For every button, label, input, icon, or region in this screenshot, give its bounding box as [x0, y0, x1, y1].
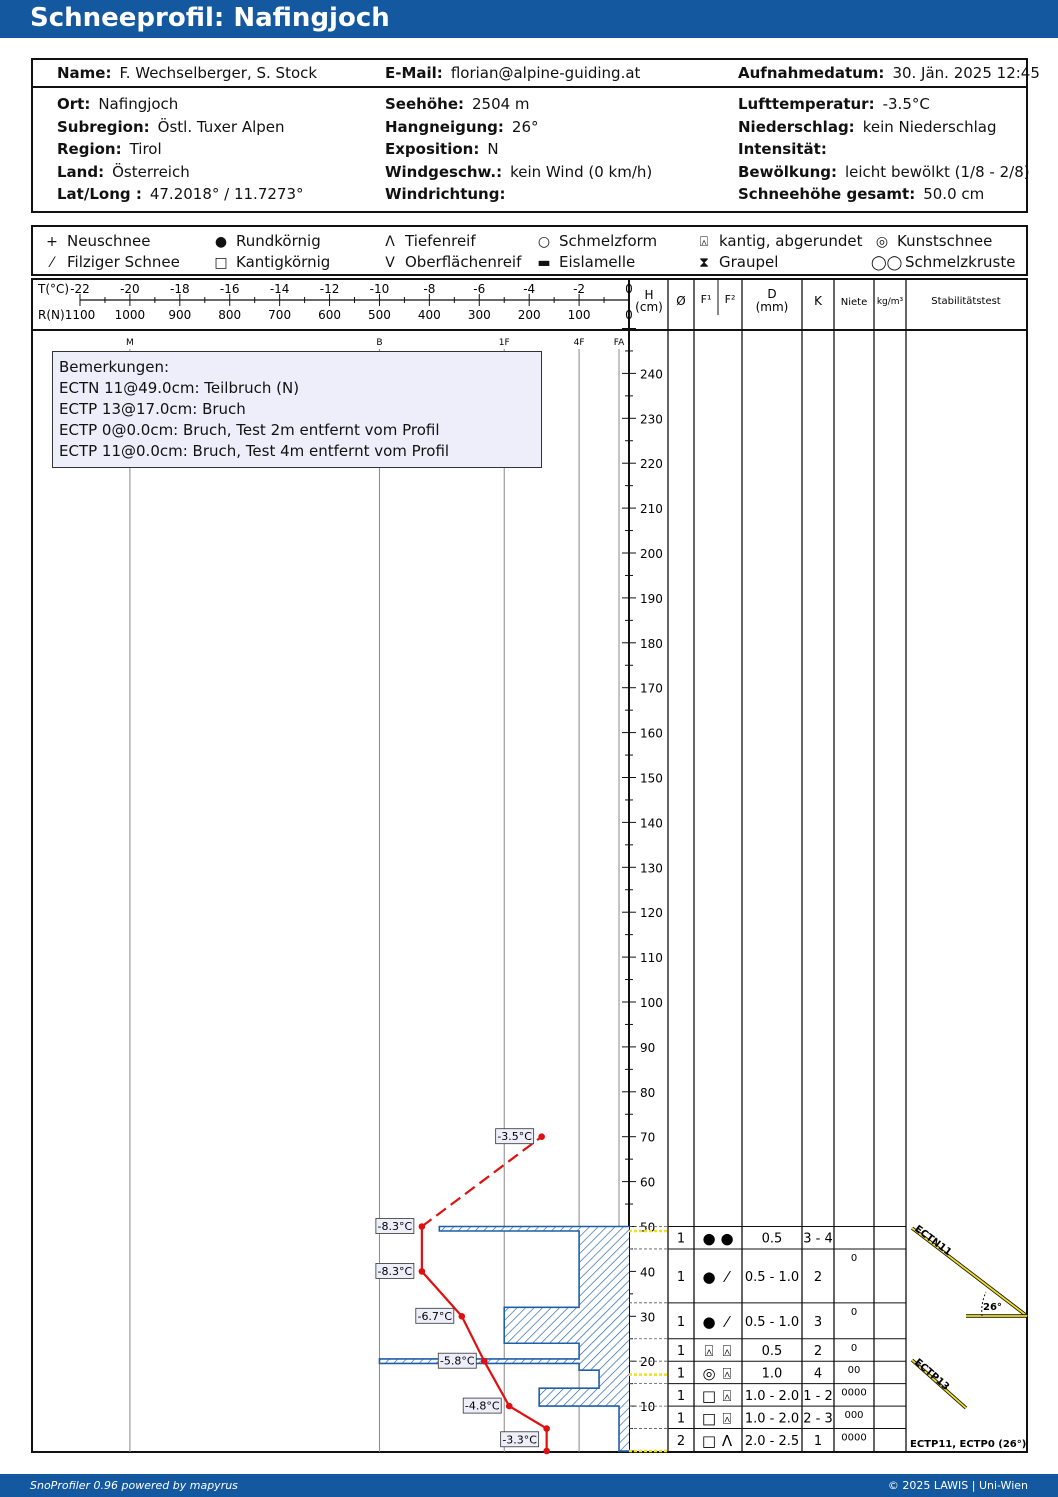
temp-tick-label: 0: [625, 282, 633, 296]
resistance-tick-label: 500: [368, 308, 391, 322]
temp-axis-label: T(°C): [38, 282, 70, 296]
footer-left: SnoProfiler 0.96 powered by mapyrus: [30, 1479, 238, 1492]
remark-line: ECTP 11@0.0cm: Bruch, Test 4m entfernt vom Profil: [59, 442, 450, 460]
layer-grain-primary: ⍓: [704, 1341, 714, 1360]
resistance-axis-label: R(N): [38, 308, 65, 322]
graupel-icon: ⧗: [699, 255, 709, 271]
temp-tick-label: -18: [170, 282, 190, 296]
temp-tick-label: -14: [269, 282, 290, 296]
hand-hardness-label: 4F: [573, 338, 585, 348]
layer-niete: 000: [844, 1410, 864, 1422]
layer-hardness: 1 - 2: [803, 1388, 833, 1404]
layer-hardness: 3: [813, 1314, 823, 1330]
resistance-tick-label: 800: [218, 308, 242, 322]
height-tick-label: 70: [640, 1130, 656, 1145]
subregion-field: Subregion: Östl. Tuxer Alpen: [57, 118, 285, 136]
temperature-label: -3.5°C: [497, 1130, 532, 1144]
remarks-title: Bemerkungen:: [59, 358, 170, 376]
layer-hardness: 4: [813, 1366, 823, 1382]
surface-hoar-icon: V: [385, 255, 395, 271]
d-header: D: [767, 287, 777, 301]
legend-item: □ Kantigkörnig: [210, 253, 330, 271]
height-tick-label: 210: [640, 502, 663, 517]
hangneigung-field: Hangneigung: 26°: [385, 118, 539, 136]
ort-field: Ort: Nafingjoch: [57, 95, 179, 113]
air-temperature-line: [422, 1137, 542, 1227]
temp-tick-label: -6: [473, 282, 486, 296]
exposition-field: Exposition: N: [385, 140, 499, 158]
layer-hardness: 2: [813, 1269, 823, 1285]
hardness-bar: [504, 1307, 629, 1343]
height-tick-label: 160: [640, 726, 663, 741]
layer-grain-size: 2.0 - 2.5: [744, 1433, 800, 1449]
remarks-box: [52, 351, 542, 468]
melt-crust-icon: ◯◯: [871, 255, 903, 271]
temp-tick-label: -8: [423, 282, 436, 296]
hand-hardness-label: FA: [613, 338, 625, 348]
layer-grain-size: 1.0 - 2.0: [744, 1411, 800, 1427]
layer-grain-size: 0.5 - 1.0: [744, 1269, 800, 1285]
resistance-tick-label: 1000: [114, 308, 146, 322]
height-tick-label: 100: [640, 996, 663, 1010]
remark-line: ECTP 0@0.0cm: Bruch, Test 2m entfernt vom Profil: [59, 421, 440, 439]
f1-header: F¹: [700, 293, 712, 306]
layer-grain-secondary: ⍓: [722, 1386, 732, 1405]
layer-niete: 0: [850, 1342, 858, 1354]
height-tick-label: 80: [640, 1085, 656, 1100]
layer-moisture: 1: [676, 1388, 686, 1404]
slope-angle-label: 26°: [983, 1302, 1002, 1313]
layer-grain-secondary: ⁄: [725, 1267, 729, 1286]
stability-test-label: ECTP11, ECTP0 (26°): [910, 1439, 1027, 1450]
d-unit: (mm): [755, 300, 789, 314]
legend-item: V Oberflächenreif: [379, 253, 521, 271]
temp-tick-label: -10: [369, 282, 390, 296]
land-field: Land: Österreich: [57, 163, 190, 181]
height-tick-label: 120: [640, 906, 663, 921]
height-tick-label: 110: [640, 951, 663, 966]
layer-grain-secondary: ⍓: [722, 1341, 732, 1360]
height-tick-label: 230: [640, 412, 663, 427]
layer-grain-size: 0.5: [761, 1231, 783, 1247]
temp-tick-label: -16: [219, 282, 240, 296]
layer-grain-primary: ●: [702, 1229, 716, 1248]
layer-grain-primary: ◎: [702, 1364, 716, 1383]
height-tick-label: 10: [640, 1400, 656, 1415]
stability-test-label: ECTP13: [912, 1356, 952, 1393]
temperature-label: -6.7°C: [417, 1309, 453, 1323]
layer-grain-size: 0.5: [761, 1343, 783, 1359]
layer-grain-secondary: Λ: [721, 1431, 733, 1450]
height-tick-label: 60: [640, 1175, 656, 1190]
temperature-point: [543, 1448, 550, 1455]
hardness-bar: [539, 1388, 629, 1406]
resistance-tick-label: 100: [567, 308, 591, 322]
density-header: kg/m³: [876, 297, 904, 307]
height-tick-label: 140: [640, 816, 663, 831]
temperature-point: [419, 1268, 426, 1275]
layer-grain-primary: □: [701, 1386, 717, 1405]
height-tick-label: 220: [640, 457, 663, 472]
region-field: Region: Tirol: [57, 140, 162, 158]
faceted-rounded-icon: ⍓: [699, 234, 709, 250]
hand-hardness-label: B: [376, 338, 383, 348]
temp-tick-label: -22: [70, 282, 90, 296]
layer-niete: 0: [850, 1306, 858, 1318]
temperature-point: [538, 1133, 545, 1140]
niederschlag-field: Niederschlag: kein Niederschlag: [738, 118, 997, 136]
hardness-bar: [579, 1231, 629, 1307]
email-field: E-Mail: florian@alpine-guiding.at: [385, 64, 641, 82]
legend-item: ⍓ kantig, abgerundet: [693, 232, 863, 250]
temp-tick-label: -4: [523, 282, 536, 296]
height-tick-label: 20: [640, 1355, 656, 1370]
legend-item: ● Rundkörnig: [210, 232, 321, 250]
lufttemp-field: Lufttemperatur: -3.5°C: [738, 95, 930, 113]
rounded-grains-icon: ●: [214, 234, 228, 250]
temperature-point: [459, 1313, 466, 1320]
machine-snow-icon: ◎: [875, 234, 889, 250]
resistance-tick-label: 1100: [64, 308, 96, 322]
ice-lens-icon: ▬: [537, 255, 551, 271]
temp-tick-label: -2: [573, 282, 586, 296]
schneehoehe-field: Schneehöhe gesamt: 50.0 cm: [738, 185, 985, 203]
height-tick-label: 200: [640, 547, 663, 561]
stability-header: Stabilitätstest: [931, 296, 1001, 307]
layer-grain-secondary: ●: [720, 1229, 734, 1248]
layer-moisture: 1: [676, 1314, 686, 1330]
layer-grain-primary: ●: [702, 1267, 716, 1286]
hardness-bar: [599, 1370, 629, 1388]
layer-grain-secondary: ⁄: [725, 1312, 729, 1331]
legend-item: + Neuschnee: [41, 232, 151, 250]
footer: [0, 1474, 1058, 1497]
name-field: Name: F. Wechselberger, S. Stock: [57, 64, 318, 82]
layer-hardness: 2: [813, 1343, 823, 1359]
legend-item: Λ Tiefenreif: [379, 232, 476, 250]
temperature-label: -8.3°C: [377, 1220, 413, 1233]
layer-moisture: 1: [676, 1411, 686, 1427]
temperature-point: [481, 1358, 488, 1365]
height-header: H: [644, 288, 654, 302]
moisture-header: Ø: [676, 294, 686, 308]
layer-grain-size: 1.0 - 2.0: [744, 1388, 800, 1404]
page-title: Schneeprofil: Nafingjoch: [30, 3, 390, 33]
height-tick-label: 190: [640, 591, 663, 606]
layer-moisture: 1: [676, 1366, 686, 1382]
date-field: Aufnahmedatum: 30. Jän. 2025 12:45: [738, 64, 1040, 82]
layer-hardness: 3 - 4: [803, 1231, 833, 1247]
layer-moisture: 2: [676, 1433, 686, 1449]
resistance-tick-label: 400: [417, 308, 441, 322]
footer-right: © 2025 LAWIS | Uni-Wien: [887, 1479, 1028, 1492]
niete-header: Niete: [840, 297, 868, 308]
hand-hardness-label: 1F: [498, 338, 510, 348]
legend-item: ⁄ Filziger Schnee: [41, 253, 180, 271]
legend-item: ⧗ Graupel: [693, 253, 778, 271]
legend-item: ◎ Kunstschnee: [871, 232, 992, 250]
resistance-tick-label: 600: [318, 308, 341, 322]
layer-grain-secondary: ⍓: [722, 1409, 732, 1428]
temperature-point: [506, 1403, 513, 1410]
height-tick-label: 180: [640, 636, 663, 651]
hand-hardness-label: M: [126, 338, 134, 348]
melt-form-icon: ○: [537, 234, 551, 250]
layer-moisture: 1: [676, 1269, 686, 1285]
height-tick-label: 240: [640, 367, 663, 382]
height-tick-label: 50: [640, 1220, 656, 1235]
height-tick-label: 130: [640, 861, 663, 876]
k-header: K: [814, 294, 822, 308]
temperature-label: -4.8°C: [464, 1399, 500, 1413]
bewoelkung-field: Bewölkung: leicht bewölkt (1/8 - 2/8): [738, 163, 1030, 181]
stability-test-label: ECTN11: [912, 1223, 954, 1259]
temperature-point: [543, 1425, 550, 1432]
layer-moisture: 1: [676, 1231, 686, 1247]
resistance-tick-label: 200: [517, 308, 541, 322]
temperature-point: [419, 1223, 426, 1230]
layer-grain-primary: ●: [702, 1312, 716, 1331]
legend-item: ▬ Eislamelle: [533, 253, 635, 271]
windgeschw-field: Windgeschw.: kein Wind (0 km/h): [385, 163, 653, 181]
legend-item: ◯◯ Schmelzkruste: [871, 253, 1016, 271]
height-tick-label: 150: [640, 771, 663, 786]
temp-tick-label: -20: [120, 282, 140, 296]
layer-grain-size: 1.0: [761, 1366, 783, 1382]
layer-grain-size: 0.5 - 1.0: [744, 1314, 800, 1330]
layer-grain-primary: □: [701, 1409, 717, 1428]
height-tick-label: 30: [640, 1310, 656, 1325]
resistance-tick-label: 300: [467, 308, 491, 322]
remark-line: ECTP 13@17.0cm: Bruch: [59, 400, 246, 418]
intensitaet-field: Intensität:: [738, 140, 827, 158]
hardness-bar: [579, 1363, 629, 1370]
height-unit: (cm): [635, 300, 663, 314]
remark-line: ECTN 11@49.0cm: Teilbruch (N): [59, 379, 300, 397]
layer-moisture: 1: [676, 1343, 686, 1359]
height-tick-label: 40: [640, 1265, 656, 1280]
temperature-label: -8.3°C: [377, 1264, 413, 1278]
temperature-label: -3.3°C: [502, 1433, 537, 1447]
resistance-tick-label: 700: [268, 308, 292, 322]
height-tick-label: 170: [640, 681, 663, 696]
layer-grain-secondary: ⍓: [722, 1364, 732, 1383]
temperature-label: -5.8°C: [439, 1354, 475, 1368]
seehoehe-field: Seehöhe: 2504 m: [385, 95, 530, 113]
layer-niete: 0: [850, 1252, 858, 1264]
windrichtung-field: Windrichtung:: [385, 185, 506, 203]
hardness-bar: [619, 1406, 629, 1451]
height-tick-label: 90: [640, 1040, 656, 1055]
new-snow-icon: +: [46, 234, 58, 250]
resistance-tick-label: 0: [625, 308, 633, 322]
legend-item: ○ Schmelzform: [533, 232, 657, 250]
decomposed-snow-icon: ⁄: [50, 255, 54, 271]
hardness-bar: [579, 1343, 629, 1359]
layer-hardness: 1: [813, 1433, 823, 1449]
layer-niete: 0000: [841, 1432, 867, 1444]
depth-hoar-icon: Λ: [385, 234, 395, 250]
layer-niete: 00: [847, 1365, 861, 1377]
layer-niete: 0000: [841, 1387, 867, 1399]
resistance-tick-label: 900: [168, 308, 192, 322]
latlong-field: Lat/Long : 47.2018° / 11.7273°: [57, 185, 304, 203]
faceted-crystals-icon: □: [214, 255, 228, 271]
f2-header: F²: [724, 293, 736, 306]
layer-hardness: 2 - 3: [803, 1411, 833, 1427]
layer-grain-primary: □: [701, 1431, 717, 1450]
temp-tick-label: -12: [319, 282, 340, 296]
